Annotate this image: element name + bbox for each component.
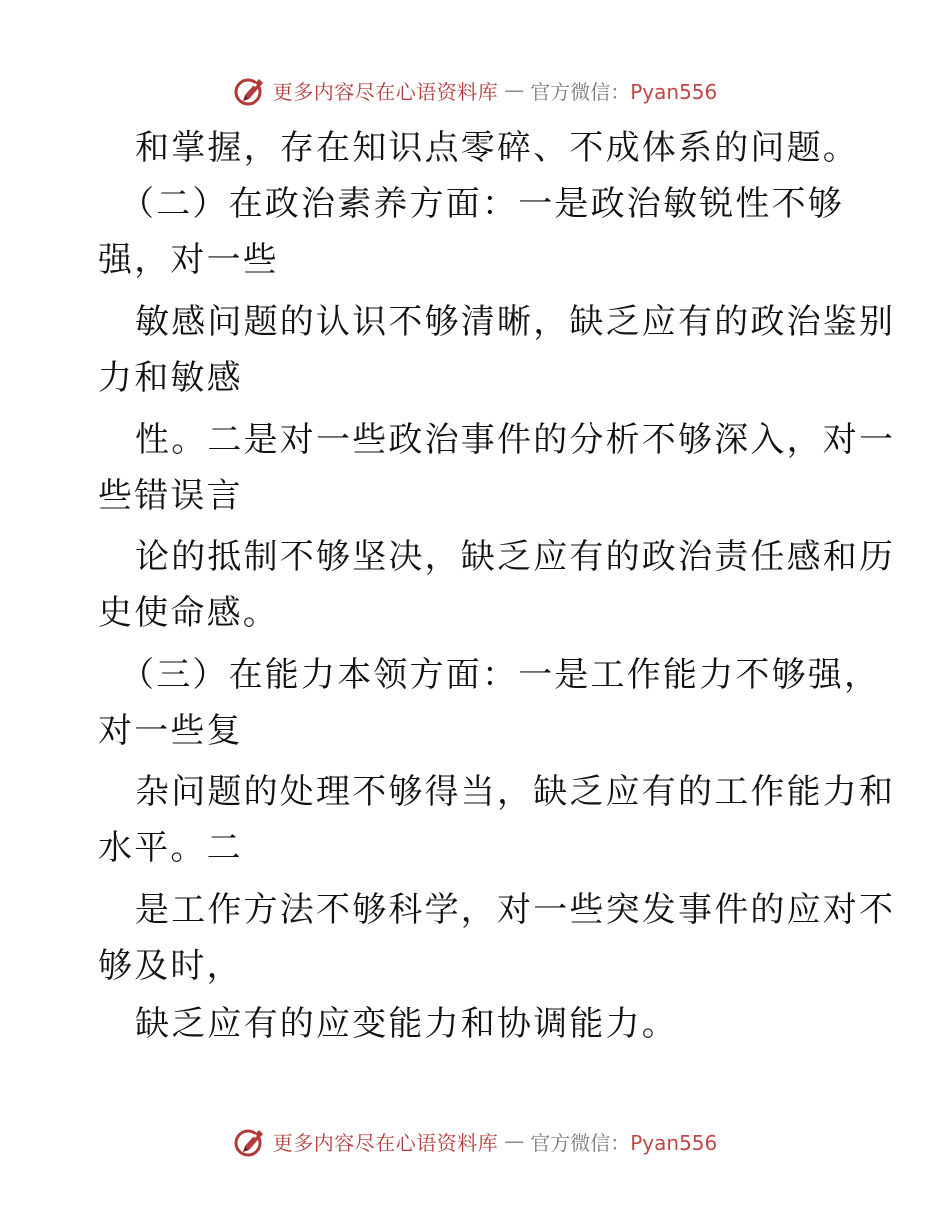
banner-contact (530, 76, 717, 105)
text-line: 水平。二 (98, 828, 243, 868)
text-line: 缺乏应有的应变能力和协调能力。 (135, 1004, 678, 1044)
text-line: 性。二是对一些政治事件的分析不够深入，对一 (135, 420, 896, 460)
text-line: 杂问题的处理不够得当，缺乏应有的工作能力和 (135, 772, 896, 812)
text-line: 是工作方法不够科学，对一些突发事件的应对不 (135, 890, 896, 930)
banner-content (233, 1124, 718, 1158)
text-line: （二）在政治素养方面：一是政治敏锐性不够 (120, 184, 844, 224)
text-line: （三）在能力本领方面：一是工作能力不够强， (120, 655, 881, 695)
banner-title: 更多内容尽在心语资料库 (272, 1130, 499, 1155)
text-line: 论的抵制不够坚决，缺乏应有的政治责任感和历 (135, 537, 896, 577)
contact-label: 官方微信： (530, 79, 631, 104)
banner-contact (530, 1127, 717, 1156)
pen-nib-logo-icon (233, 1124, 267, 1158)
banner-separator: — (504, 1129, 525, 1153)
contact-label: 官方微信： (530, 1130, 631, 1155)
text-line: 够及时， (98, 946, 243, 986)
text-line: 力和敏感 (98, 358, 243, 398)
footer-banner (0, 1121, 950, 1161)
contact-id: Pyan556 (630, 1130, 718, 1155)
text-line: 些错误言 (98, 476, 243, 516)
contact-id: Pyan556 (630, 79, 718, 104)
text-line: 史使命感。 (98, 593, 279, 633)
text-line: 对一些复 (98, 711, 243, 751)
text-line: 敏感问题的认识不够清晰，缺乏应有的政治鉴别 (135, 302, 896, 342)
banner-content (233, 73, 718, 107)
text-line: 和掌握，存在知识点零碎、不成体系的问题。 (135, 128, 859, 168)
banner-separator: — (504, 78, 525, 102)
pen-nib-logo-icon (233, 73, 267, 107)
text-line: 强，对一些 (98, 240, 279, 280)
banner-title: 更多内容尽在心语资料库 (272, 79, 499, 104)
header-banner (0, 70, 950, 110)
